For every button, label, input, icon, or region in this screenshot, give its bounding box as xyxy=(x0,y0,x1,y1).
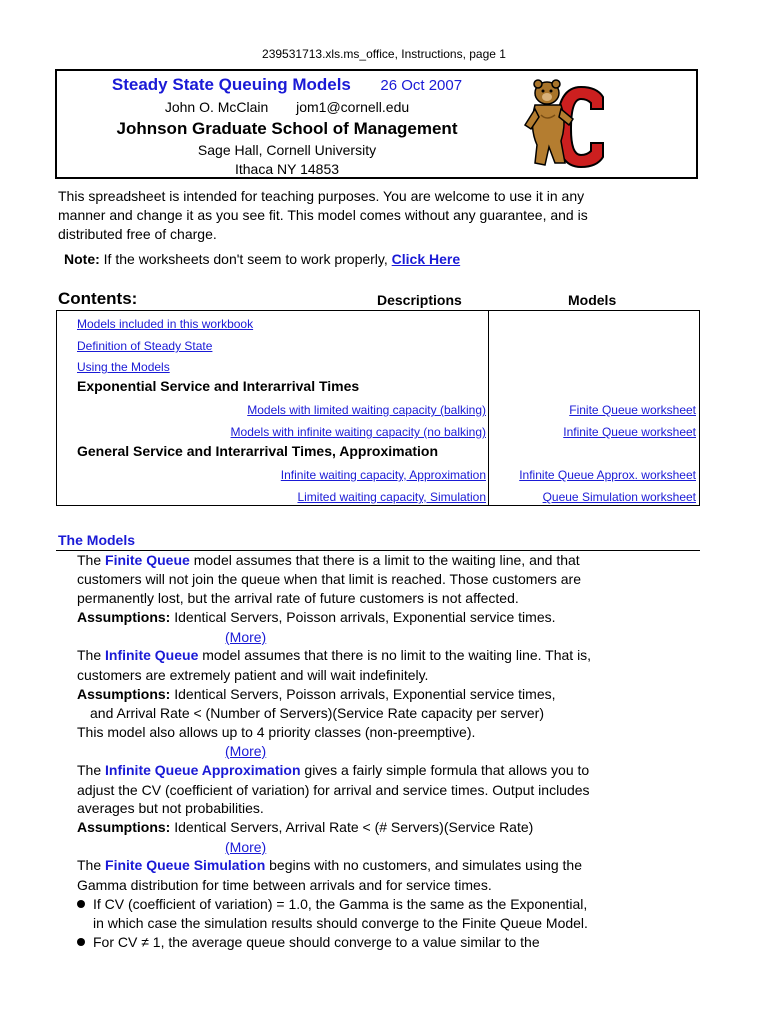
simulation-line-2: Gamma distribution for time between arrivals and for service times. xyxy=(77,877,492,893)
bullet-icon xyxy=(77,938,85,946)
section-general-heading: General Service and Interarrival Times, Approximation xyxy=(77,443,439,459)
descriptions-column-header: Descriptions xyxy=(377,292,462,308)
simulation-line-1: The Finite Queue Simulation begins with no customers, and simulates using the xyxy=(77,857,582,873)
approximation-more-link[interactable]: (More) xyxy=(225,839,267,855)
author-line xyxy=(57,99,517,115)
click-here-link[interactable]: Click Here xyxy=(391,251,461,267)
models-included-link[interactable]: Models included in this workbook xyxy=(77,317,254,331)
author-name: John O. McClain xyxy=(164,99,269,115)
workbook-date: 26 Oct 2007 xyxy=(380,77,463,94)
title-line xyxy=(57,75,517,95)
finite-queue-line-2: customers will not join the queue when that limit is reached. Those customers are xyxy=(77,571,581,587)
finite-queue-line-3: permanently lost, but the arrival rate of future customers is not affected. xyxy=(77,590,519,606)
contents-heading: Contents: xyxy=(58,289,138,308)
finite-queue-more-link[interactable]: (More) xyxy=(225,629,267,645)
infinite-queue-assumptions-2: and Arrival Rate < (Number of Servers)(Service Rate capacity per server) xyxy=(90,705,544,721)
intro-line-2: manner and change it as you see fit. This model comes without any guarantee, and is xyxy=(58,207,588,223)
file-header: 239531713.xls.ms_office, Instructions, page 1 xyxy=(262,47,506,61)
approximation-line-1: The Infinite Queue Approximation gives a fairly simple formula that allows you to xyxy=(77,762,590,778)
simulation-bullet-1: If CV (coefficient of variation) = 1.0, the Gamma is the same as the Exponential, xyxy=(77,896,587,912)
infinite-queue-priority-note: This model also allows up to 4 priority classes (non-preemptive). xyxy=(77,724,476,740)
finite-queue-line-1: The Finite Queue model assumes that there is a limit to the waiting line, and that xyxy=(77,552,580,568)
finite-queue-assumptions: Assumptions: Identical Servers, Poisson arrivals, Exponential service times. xyxy=(77,609,556,625)
author-email: jom1@cornell.edu xyxy=(296,99,410,115)
using-the-models-link[interactable]: Using the Models xyxy=(77,360,170,374)
infinite-queue-approx-worksheet-link[interactable]: Infinite Queue Approx. worksheet xyxy=(519,468,696,482)
address-line-1: Sage Hall, Cornell University xyxy=(197,142,377,158)
contents-table xyxy=(56,310,700,506)
approximation-line-2: adjust the CV (coefficient of variation) for arrival and service times. Output includes xyxy=(77,782,590,798)
infinite-queue-name: Infinite Queue xyxy=(105,647,199,663)
infinite-queue-line-1: The Infinite Queue model assumes that there is no limit to the waiting line. That is, xyxy=(77,647,592,663)
workbook-title: Steady State Queuing Models xyxy=(111,75,351,94)
simulation-bullet-2: For CV ≠ 1, the average queue should converge to a value similar to the xyxy=(77,934,540,950)
intro-line-3: distributed free of charge. xyxy=(58,226,217,242)
infinite-queue-more-link[interactable]: (More) xyxy=(225,743,267,759)
infinite-queue-assumptions: Assumptions: Identical Servers, Poisson arrivals, Exponential service times, xyxy=(77,686,556,702)
note-text: If the worksheets don't seem to work properly, xyxy=(103,251,388,267)
finite-queue-name: Finite Queue xyxy=(105,552,190,568)
cornell-bear-c-logo-icon xyxy=(521,75,607,171)
address-line-2: Ithaca NY 14853 xyxy=(234,161,340,177)
simulation-description-link[interactable]: Limited waiting capacity, Simulation xyxy=(297,490,486,504)
intro-line-1: This spreadsheet is intended for teaching purposes. You are welcome to use it in any xyxy=(58,188,585,204)
models-column-header: Models xyxy=(568,292,617,308)
models-section-heading: The Models xyxy=(58,532,136,548)
approximation-name: Infinite Queue Approximation xyxy=(105,762,301,778)
approximation-description-link[interactable]: Infinite waiting capacity, Approximation xyxy=(280,468,486,482)
queue-simulation-worksheet-link[interactable]: Queue Simulation worksheet xyxy=(542,490,696,504)
title-box xyxy=(55,69,698,179)
models-section-rule xyxy=(56,550,700,551)
infinite-queue-line-2: customers are extremely patient and will wait indefinitely. xyxy=(77,667,429,683)
note-label: Note: xyxy=(64,251,100,267)
simulation-name: Finite Queue Simulation xyxy=(105,857,266,873)
simulation-bullet-1-cont: in which case the simulation results should converge to the Finite Queue Model. xyxy=(93,915,588,931)
note-line xyxy=(64,251,460,267)
approximation-line-3: averages but not probabilities. xyxy=(77,800,264,816)
section-exponential-heading: Exponential Service and Interarrival Times xyxy=(77,378,360,394)
contents-column-divider xyxy=(488,311,489,505)
definition-steady-state-link[interactable]: Definition of Steady State xyxy=(77,339,213,353)
infinite-queue-worksheet-link[interactable]: Infinite Queue worksheet xyxy=(563,425,696,439)
finite-queue-worksheet-link[interactable]: Finite Queue worksheet xyxy=(569,403,696,417)
school-name: Johnson Graduate School of Management xyxy=(116,119,458,138)
approximation-assumptions: Assumptions: Identical Servers, Arrival Rate < (# Servers)(Service Rate) xyxy=(77,819,534,835)
bullet-icon xyxy=(77,900,85,908)
limited-capacity-description-link[interactable]: Models with limited waiting capacity (balking) xyxy=(247,403,486,417)
infinite-capacity-description-link[interactable]: Models with infinite waiting capacity (no balking) xyxy=(230,425,486,439)
